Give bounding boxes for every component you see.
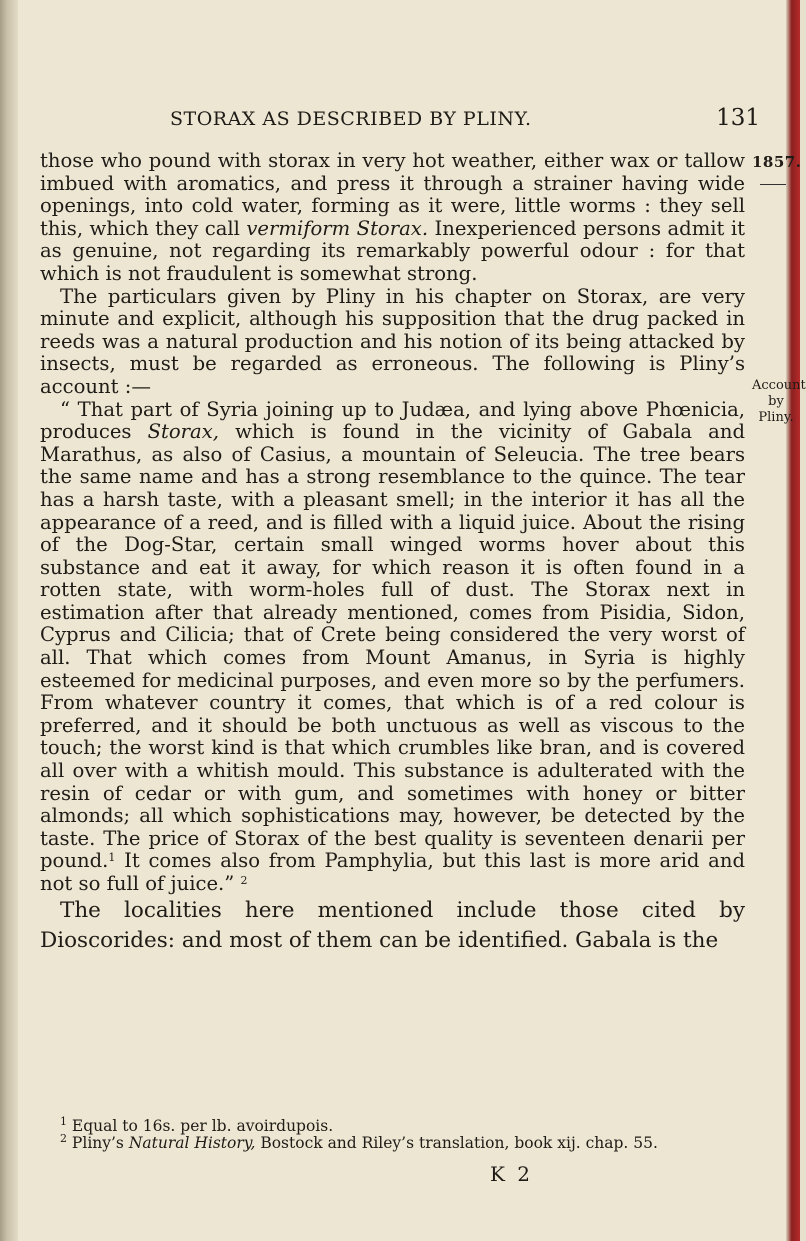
paragraph-1 [40,150,745,286]
margin-note-line1: Account by [752,378,806,409]
page-edge [786,0,800,1241]
quote-start: “ That part of Syria joining up to Judæa, and lying above Phœnicia, produces [40,397,745,444]
page-binding-shadow [0,0,18,1241]
margin-note [752,378,806,426]
footnotes [40,1115,745,1152]
quote-body: which is found in the vicinity of Gabala and Marathus, as also of Casius, a mountain of Seleucia. The tree bears the same name and has a strong resemblance to the quince. The tear has a harsh taste, with a pleasant smell; in the interior it has all the appearance of a reed, and is filled with a liquid juice. About the rising of the Dog-Star, certain small winged worms hover about this substance and eat it away, for which reason it is often found in a rotten state, with worm-holes full of dust. The Storax next in estimation after that already mentioned, comes from Pisidia, Sidon, Cyprus and Cilicia; that of Crete being considered the very worst of all. That which comes from Mount Amanus, in Syria is highly esteemed for medicinal purposes, and even more so by the perfumers. From whatever country it comes, that which is of a red colour is preferred, and it should be both unctuous as well as viscous to the touch; the worst kind is that which crumbles like bran, and is covered all over with a whitish mould. This substance is adulterated with the resin of cedar or with gum, and sometimes with honey or bitter almonds; all which sophistications may, however, be detected by the taste. The price of Storax of the best quality is seventeen denarii per pound. [40,420,745,873]
footnote-1-text: Equal to 16s. per lb. avoirdupois. [67,1117,334,1135]
paragraph-1-italic: vermiform Storax. [246,216,429,240]
quote-end: It comes also from Pamphylia, but this last is more arid and not so full of juice.” [40,849,745,895]
paragraph-1-end: Inexperienced persons admit it as genuine, not regarding its remarkably powerful odour : for that which is not fraudulent is somewhat strong. [40,216,745,285]
footnote-ref-2: 2 [240,874,248,887]
footnote-1-mark: 1 [60,1115,67,1128]
paragraph-1-text: those who pound with storax in very hot weather, either wax or tallow imbued with aromatics, and press it through a strainer having wide openings, into cold water, forming as it were, little worms : they sell this, which they call [40,149,745,240]
running-head-title: STORAX AS DESCRIBED BY PLINY. [170,108,532,130]
margin-year: 1857. [752,153,802,171]
footnote-2-post: Bostock and Riley’s translation, book xij. chap. 55. [255,1134,658,1152]
body-text [40,150,745,956]
paragraph-2: The particulars given by Pliny in his chapter on Storax, are very minute and explicit, although his supposition that the drug packed in reeds was a natural production and his notion of its being attacked by insects, must be regarded as erroneous. The following is Pliny’s account :— [40,284,745,398]
footnote-2 [40,1132,745,1152]
footnote-2-italic: Natural History, [128,1134,256,1152]
paragraph-3 [40,399,745,896]
footnote-2-mark: 2 [60,1132,67,1145]
paragraph-4: The localities here mentioned include those cited by Dioscorides: and most of them can be identified. Gabala is the [40,897,745,953]
running-head [170,105,760,140]
page-number: 131 [716,105,760,131]
footnote-ref-1: 1 [108,851,116,865]
quote-italic: Storax, [147,420,220,444]
signature-mark: K 2 [490,1162,534,1186]
footnote-2-pre: Pliny’s [67,1134,129,1152]
margin-rule [760,184,786,185]
margin-note-line2: Pliny. [758,410,794,425]
footnote-1 [40,1115,745,1135]
